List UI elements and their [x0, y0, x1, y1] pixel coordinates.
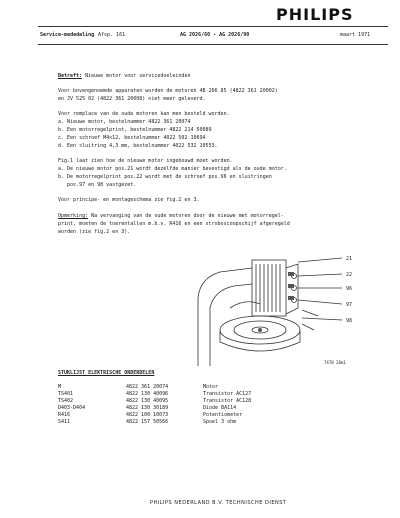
callout-97: 97 — [346, 302, 353, 308]
header-rule-top — [38, 26, 388, 27]
figure-caption: 7470 28m1 — [324, 360, 346, 365]
replace-item-d: d. Een sluitring 4,3 mm, bestelnummer 4022 532 10553. — [58, 143, 218, 149]
remark-label: Opmerking: — [58, 213, 89, 219]
part-ref: TS401 — [58, 391, 74, 397]
part-number: 4822 130 40096 — [126, 391, 169, 397]
replace-intro: Voor remplace van de oude motoren kan men besteld worden. — [58, 111, 230, 117]
part-ref: M — [58, 384, 62, 390]
part-ref: S411 — [58, 419, 71, 425]
table-row — [58, 398, 251, 405]
motor-figure — [190, 238, 365, 366]
table-row — [58, 419, 251, 426]
callout-96: 96 — [346, 286, 353, 292]
schematic-note: Voor principe- en montageschema zie fig.2 en 3. — [58, 197, 200, 203]
parts-table — [58, 384, 251, 426]
callout-22: 22 — [346, 272, 353, 278]
part-number: 4822 130 40095 — [126, 398, 169, 404]
header-row — [40, 32, 94, 39]
part-number: 4822 361 20074 — [126, 384, 169, 390]
subject-label: Betreft: — [58, 73, 83, 79]
part-ref: TS402 — [58, 398, 74, 404]
footer: PHILIPS NEDERLAND B.V. TECHNISCHE DIENST — [150, 500, 287, 506]
fig-item-b-cont: pos.97 en 98 vastgezet. — [58, 182, 137, 188]
header-models: AG 2026/60 - AG 2026/90 — [180, 32, 250, 38]
part-number: 4822 100 10073 — [126, 412, 169, 418]
replace-item-b: b. Een motorregelprint, bestelnummer 4822 214 50089 — [58, 127, 212, 133]
part-desc: Transistor AC128 — [203, 398, 252, 404]
callout-98: 98 — [346, 318, 353, 324]
part-ref: D403-D404 — [58, 405, 86, 411]
table-row — [58, 391, 251, 398]
fig-intro: Fig.1 laat zien hoe de nieuwe motor ingebouwd moet worden. — [58, 158, 233, 164]
table-row — [58, 412, 251, 419]
part-desc: Potentiometer — [203, 412, 243, 418]
table-row — [58, 405, 251, 412]
table-row — [58, 384, 251, 391]
fig-item-a: a. De nieuwe motor pos.21 wordt dezelfde manier bevestigd als de oude motor. — [58, 166, 287, 172]
header-afsp: Afsp. 161 — [98, 32, 126, 38]
callout-21: 21 — [346, 256, 353, 262]
intro-line-1: Voor bovengenoemde apparaten worden de motoren 4B 266 85 (4822 361 20002) — [58, 88, 278, 94]
parts-title: STUKLIJST ELEKTRISCHE ONDERDELEN — [58, 370, 155, 376]
part-ref: R416 — [58, 412, 71, 418]
remark-text-1: Na vervanging van de oude motoren door de nieuwe met motorregel- — [88, 213, 284, 219]
remark-line-2: print, moeten de toerentallen m.b.v. R416 en een stroboscoopschijf afgeregeld — [58, 221, 290, 227]
part-desc: Transistor AC127 — [203, 391, 252, 397]
part-desc: Diode BA114 — [203, 405, 237, 411]
intro-line-2: en JV 525 02 (4822 361 20008) niet meer geleverd. — [58, 96, 206, 102]
replace-item-c: c. Een schroef M4x12, bestelnummer 4022 502 10694 — [58, 135, 206, 141]
philips-logo: PHILIPS — [276, 5, 354, 24]
subject-text: Nieuwe motor voor servicedoeleinden — [82, 73, 191, 79]
header-title: Service-mededeling — [40, 32, 95, 38]
part-desc: Motor — [203, 384, 219, 390]
part-desc: Spoel 3 ohm — [203, 419, 237, 425]
remark-line-3: worden (zie fig.2 en 3). — [58, 229, 131, 235]
header-rule-bottom — [38, 44, 388, 45]
part-number: 4822 157 50566 — [126, 419, 169, 425]
remark-line-1 — [58, 213, 284, 220]
fig-item-b: b. De motorregelprint pos.22 wordt met de schroef pos.96 en sluitringen — [58, 174, 272, 180]
part-number: 4822 130 30189 — [126, 405, 169, 411]
subject-line — [58, 73, 190, 80]
header-date: maart 1971 — [340, 32, 371, 38]
replace-item-a: a. Nieuwe motor, bestelnummer 4822 361 20074 — [58, 119, 191, 125]
